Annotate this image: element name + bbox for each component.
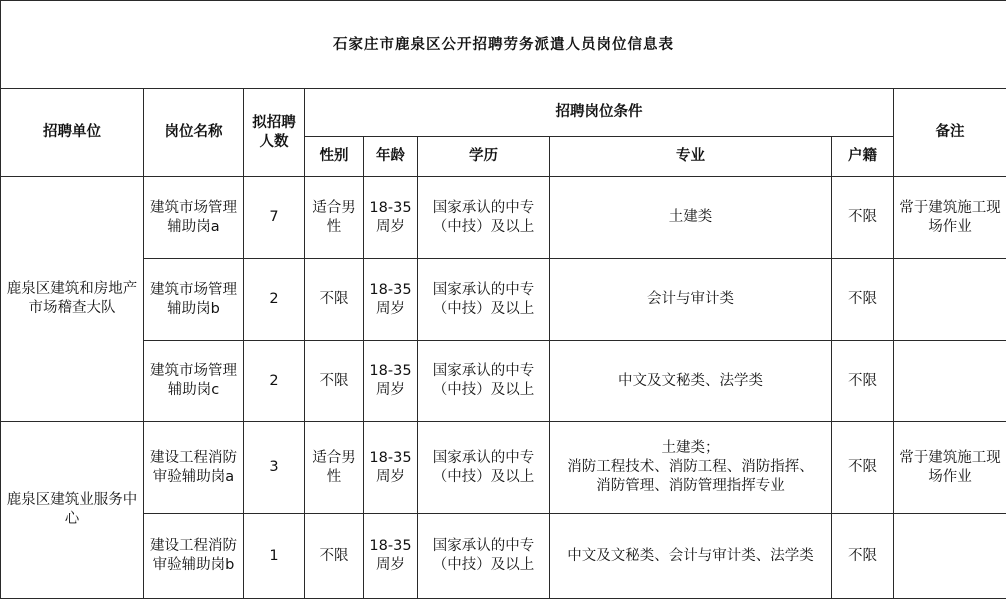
- major-requirement: [550, 177, 832, 259]
- gender-requirement: 不限: [305, 341, 364, 422]
- header-count: [244, 89, 305, 177]
- header-gender: 性别: [305, 137, 364, 177]
- major-requirement: [550, 422, 832, 514]
- major-line: 中文及文秘类、会计与审计类、法学类: [553, 547, 828, 566]
- education-requirement: 国家承认的中专（中技）及以上: [418, 259, 550, 341]
- position-name: 建设工程消防审验辅助岗b: [144, 514, 244, 599]
- recruit-count: 3: [244, 422, 305, 514]
- major-requirement: [550, 259, 832, 341]
- major-line: 中文及文秘类、法学类: [553, 372, 828, 391]
- position-name: 建筑市场管理辅助岗b: [144, 259, 244, 341]
- remarks: [894, 259, 1006, 341]
- remarks: [894, 341, 1006, 422]
- table-row: [1, 341, 1006, 422]
- hukou-requirement: 不限: [832, 177, 894, 259]
- hukou-requirement: 不限: [832, 514, 894, 599]
- gender-requirement: 适合男性: [305, 422, 364, 514]
- major-requirement: [550, 514, 832, 599]
- major-line: 土建类: [553, 208, 828, 227]
- hukou-requirement: 不限: [832, 341, 894, 422]
- recruit-count: 2: [244, 341, 305, 422]
- table-row: [1, 422, 1006, 514]
- age-requirement: 18-35周岁: [364, 514, 418, 599]
- remarks: 常于建筑施工现场作业: [894, 177, 1006, 259]
- remarks: 常于建筑施工现场作业: [894, 422, 1006, 514]
- education-requirement: 国家承认的中专（中技）及以上: [418, 514, 550, 599]
- hukou-requirement: 不限: [832, 259, 894, 341]
- hukou-requirement: 不限: [832, 422, 894, 514]
- header-age: 年龄: [364, 137, 418, 177]
- recruit-count: 7: [244, 177, 305, 259]
- recruiting-unit: 鹿泉区建筑和房地产市场稽查大队: [1, 177, 144, 422]
- remarks: [894, 514, 1006, 599]
- table-row: [1, 177, 1006, 259]
- gender-requirement: 适合男性: [305, 177, 364, 259]
- header-remarks: 备注: [894, 89, 1006, 177]
- major-line: 消防管理、消防管理指挥专业: [553, 477, 828, 496]
- gender-requirement: 不限: [305, 259, 364, 341]
- header-count-line2: 人数: [247, 133, 301, 152]
- recruit-count: 2: [244, 259, 305, 341]
- education-requirement: 国家承认的中专（中技）及以上: [418, 422, 550, 514]
- age-requirement: 18-35周岁: [364, 259, 418, 341]
- table-row: [1, 259, 1006, 341]
- major-requirement: [550, 341, 832, 422]
- recruiting-unit: 鹿泉区建筑业服务中心: [1, 422, 144, 599]
- position-name: 建设工程消防审验辅助岗a: [144, 422, 244, 514]
- header-count-line1: 拟招聘: [247, 114, 301, 133]
- header-education: 学历: [418, 137, 550, 177]
- position-name: 建筑市场管理辅助岗a: [144, 177, 244, 259]
- education-requirement: 国家承认的中专（中技）及以上: [418, 177, 550, 259]
- education-requirement: 国家承认的中专（中技）及以上: [418, 341, 550, 422]
- age-requirement: 18-35周岁: [364, 177, 418, 259]
- table-row: [1, 514, 1006, 599]
- major-line: 消防工程技术、消防工程、消防指挥、: [553, 458, 828, 477]
- age-requirement: 18-35周岁: [364, 422, 418, 514]
- header-position: 岗位名称: [144, 89, 244, 177]
- gender-requirement: 不限: [305, 514, 364, 599]
- recruit-count: 1: [244, 514, 305, 599]
- position-name: 建筑市场管理辅助岗c: [144, 341, 244, 422]
- major-line: 土建类；: [553, 439, 828, 458]
- header-conditions: 招聘岗位条件: [305, 89, 894, 137]
- major-line: 会计与审计类: [553, 290, 828, 309]
- age-requirement: 18-35周岁: [364, 341, 418, 422]
- header-hukou: 户籍: [832, 137, 894, 177]
- table-title: 石家庄市鹿泉区公开招聘劳务派遣人员岗位信息表: [1, 1, 1006, 89]
- header-major: 专业: [550, 137, 832, 177]
- header-unit: 招聘单位: [1, 89, 144, 177]
